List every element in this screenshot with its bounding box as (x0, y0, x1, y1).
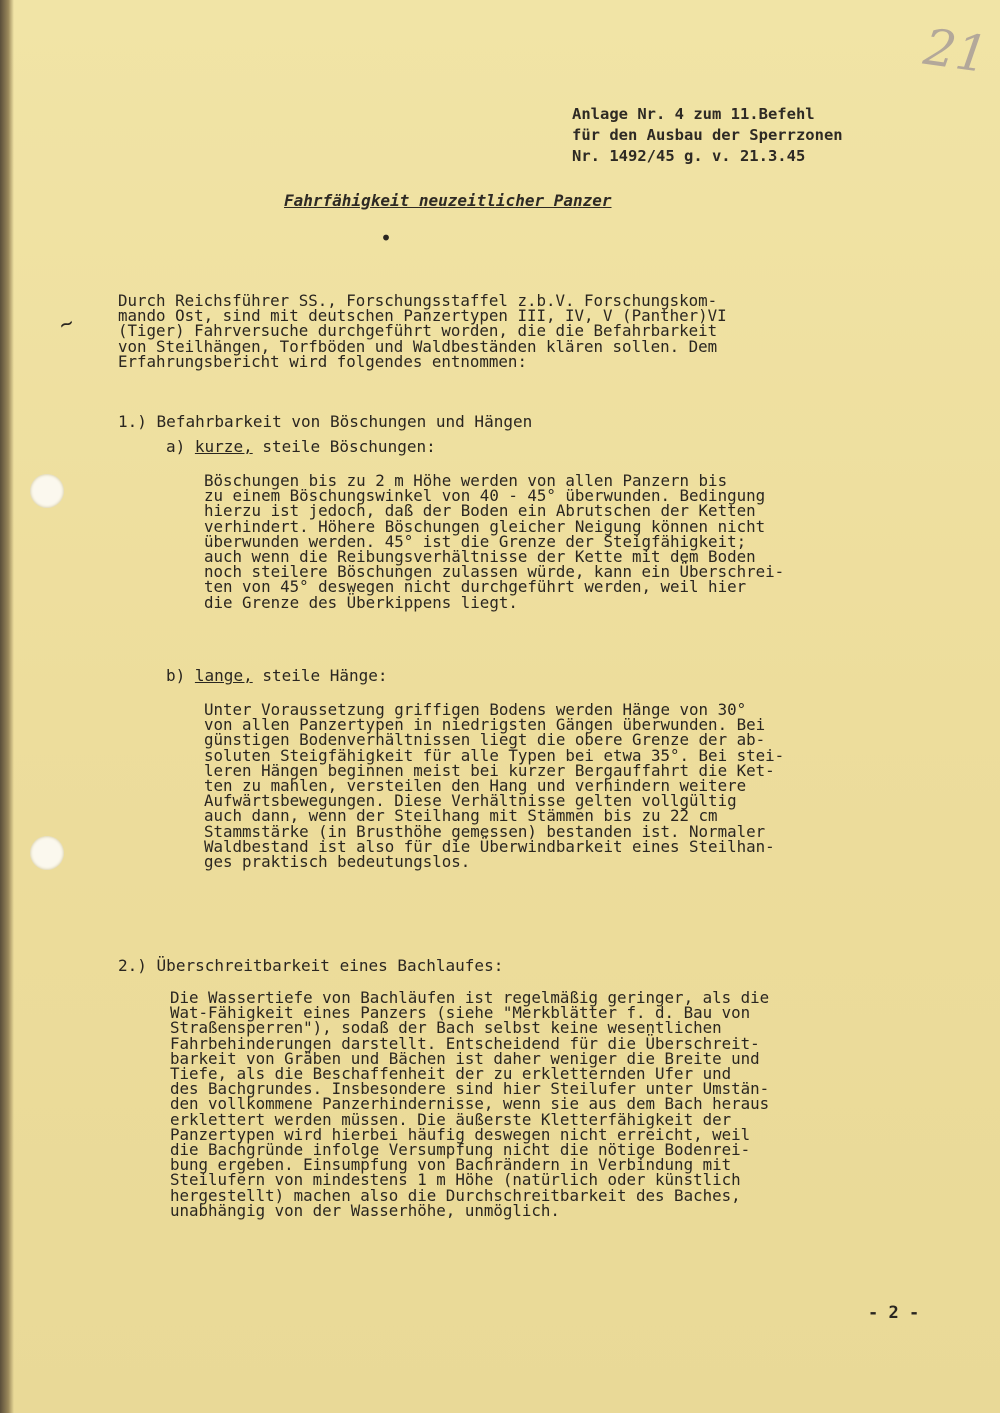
text-line: von allen Panzertypen in niedrigsten Gängen überwunden. Bei (204, 715, 766, 735)
subsection-a-heading (166, 437, 436, 456)
section-number: 2.) (118, 956, 147, 975)
text-line: noch steilere Böschungen zulassen würde, kann ein Überschrei- (204, 562, 785, 582)
intro-paragraph (118, 293, 727, 369)
text-line: Böschungen bis zu 2 m Höhe werden von allen Panzern bis (204, 471, 728, 490)
margin-check-mark: ~ (56, 310, 78, 339)
subsection-keyword: kurze, (194, 437, 253, 456)
section-2-body (170, 990, 769, 1218)
text-line: unabhängig von der Wasserhöhe, unmöglich. (170, 1200, 560, 1220)
text-line: zu einem Böschungswinkel von 40 - 45° überwunden. Bedingung (204, 486, 766, 506)
text-line: Panzertypen wird hierbei häufig deswegen nicht erreicht, weil (170, 1124, 751, 1144)
reference-line: Nr. 1492/45 g. v. 21.3.45 (572, 147, 806, 165)
document-title: Fahrfähigkeit neuzeitlicher Panzer (284, 191, 612, 210)
text-line: verhindert. Höhere Böschungen gleicher Neigung können nicht (204, 516, 766, 536)
folio-number: 21 (920, 17, 992, 85)
text-line: die Bachgründe infolge Versumpfung nicht die nötige Bodenrei- (170, 1140, 751, 1160)
subsection-marker: a) (166, 437, 186, 456)
text-line: Straßensperren"), sodaß der Bach selbst keine wesentlichen (170, 1018, 722, 1038)
text-line: leren Hängen beginnen meist bei kurzer Bergauffahrt die Ket- (204, 760, 775, 780)
text-line: überwunden werden. 45° ist die Grenze der Steigfähigkeit; (204, 531, 747, 551)
subsection-keyword: lange, (194, 666, 253, 685)
text-line: ten zu mahlen, versteilen den Hang und verhindern weitere (204, 776, 747, 796)
text-line: barkeit von Gräben und Bächen ist daher weniger die Breite und (170, 1048, 760, 1068)
text-line: Steilufern von mindestens 1 m Höhe (natürlich oder künstlich (170, 1170, 741, 1190)
text-line: Erfahrungsbericht wird folgendes entnommen: (118, 351, 527, 371)
text-line: Wat-Fähigkeit eines Panzers (siehe "Merkblätter f. d. Bau von (170, 1003, 751, 1023)
text-line: soluten Steigfähigkeit für alle Typen bei etwa 35°. Bei stei- (204, 745, 785, 765)
subsection-b-body (204, 700, 785, 872)
punch-hole-top (30, 474, 64, 508)
text-line: auch wenn die Reibungsverhältnisse der Kette mit dem Boden (204, 547, 756, 567)
text-line: Durch Reichsführer SS., Forschungsstaffel z.b.V. Forschungskom- (118, 291, 718, 310)
reference-line: für den Ausbau der Sperrzonen (572, 126, 843, 144)
subsection-b-heading (166, 666, 388, 685)
page-left-edge (0, 0, 14, 1413)
reference-line: Anlage Nr. 4 zum 11.Befehl (572, 105, 815, 123)
text-line: Waldbestand ist also für die Überwindbarkeit eines Steilhan- (204, 836, 775, 856)
subsection-title: steile Hänge: (252, 666, 388, 685)
section-number: 1.) (118, 412, 147, 431)
text-line: erklettert werden müssen. Die äußerste Kletterfähigkeit der (170, 1109, 732, 1129)
section-1-heading (118, 412, 532, 431)
text-line: von Steilhängen, Torfböden und Waldbeständen klären sollen. Dem (118, 336, 718, 356)
text-line: hergestellt) machen also die Durchschreitbarkeit des Baches, (170, 1185, 741, 1205)
text-line: ges praktisch bedeutungslos. (204, 852, 471, 872)
text-line: die Grenze des Überkippens liegt. (204, 592, 518, 612)
text-line: auch dann, wenn der Steilhang mit Stämmen bis zu 22 cm (204, 806, 718, 826)
subsection-a-body (204, 473, 784, 610)
text-line: (Tiger) Fahrversuche durchgeführt worden, die die Befahrbarkeit (118, 321, 718, 341)
text-line: günstigen Bodenverhältnissen liegt die obere Grenze der ab- (204, 730, 766, 750)
punch-hole-bottom (30, 836, 64, 870)
text-line: Die Wassertiefe von Bachläufen ist regelmäßig geringer, als die (170, 988, 770, 1007)
text-line: mando Ost, sind mit deutschen Panzertypen III, IV, V (Panther)VI (118, 306, 727, 326)
text-line: Unter Voraussetzung griffigen Bodens werden Hänge von 30° (204, 700, 747, 719)
text-line: des Bachgrundes. Insbesondere sind hier Steilufer unter Umstän- (170, 1079, 770, 1099)
text-line: Stammstärke (in Brusthöhe gemessen) bestanden ist. Normaler (204, 821, 766, 841)
text-line: bung ergeben. Einsumpfung von Bachrändern in Verbindung mit (170, 1155, 732, 1175)
subsection-marker: b) (166, 666, 186, 685)
text-line: Tiefe, als die Beschaffenheit der zu erkletternden Ufer und (170, 1064, 732, 1084)
reference-block (572, 104, 992, 167)
section-2-heading (118, 956, 503, 975)
subsection-title: steile Böschungen: (252, 437, 436, 456)
next-page-marker: - 2 - (868, 1303, 920, 1323)
section-title: Überschreitbarkeit eines Bachlaufes: (156, 956, 504, 975)
text-line: den vollkommene Panzerhindernisse, wenn sie aus dem Bach heraus (170, 1094, 770, 1114)
text-line: Aufwärtsbewegungen. Diese Verhältnisse gelten vollgültig (204, 791, 737, 811)
section-title: Befahrbarkeit von Böschungen und Hängen (156, 412, 533, 431)
text-line: Fahrbehinderungen darstellt. Entscheidend für die Überschreit- (170, 1033, 760, 1053)
text-line: hierzu ist jedoch, daß der Boden ein Abrutschen der Ketten (204, 501, 756, 521)
text-line: ten von 45° deswegen nicht durchgeführt werden, weil hier (204, 577, 747, 597)
ink-dot: • (380, 226, 393, 250)
